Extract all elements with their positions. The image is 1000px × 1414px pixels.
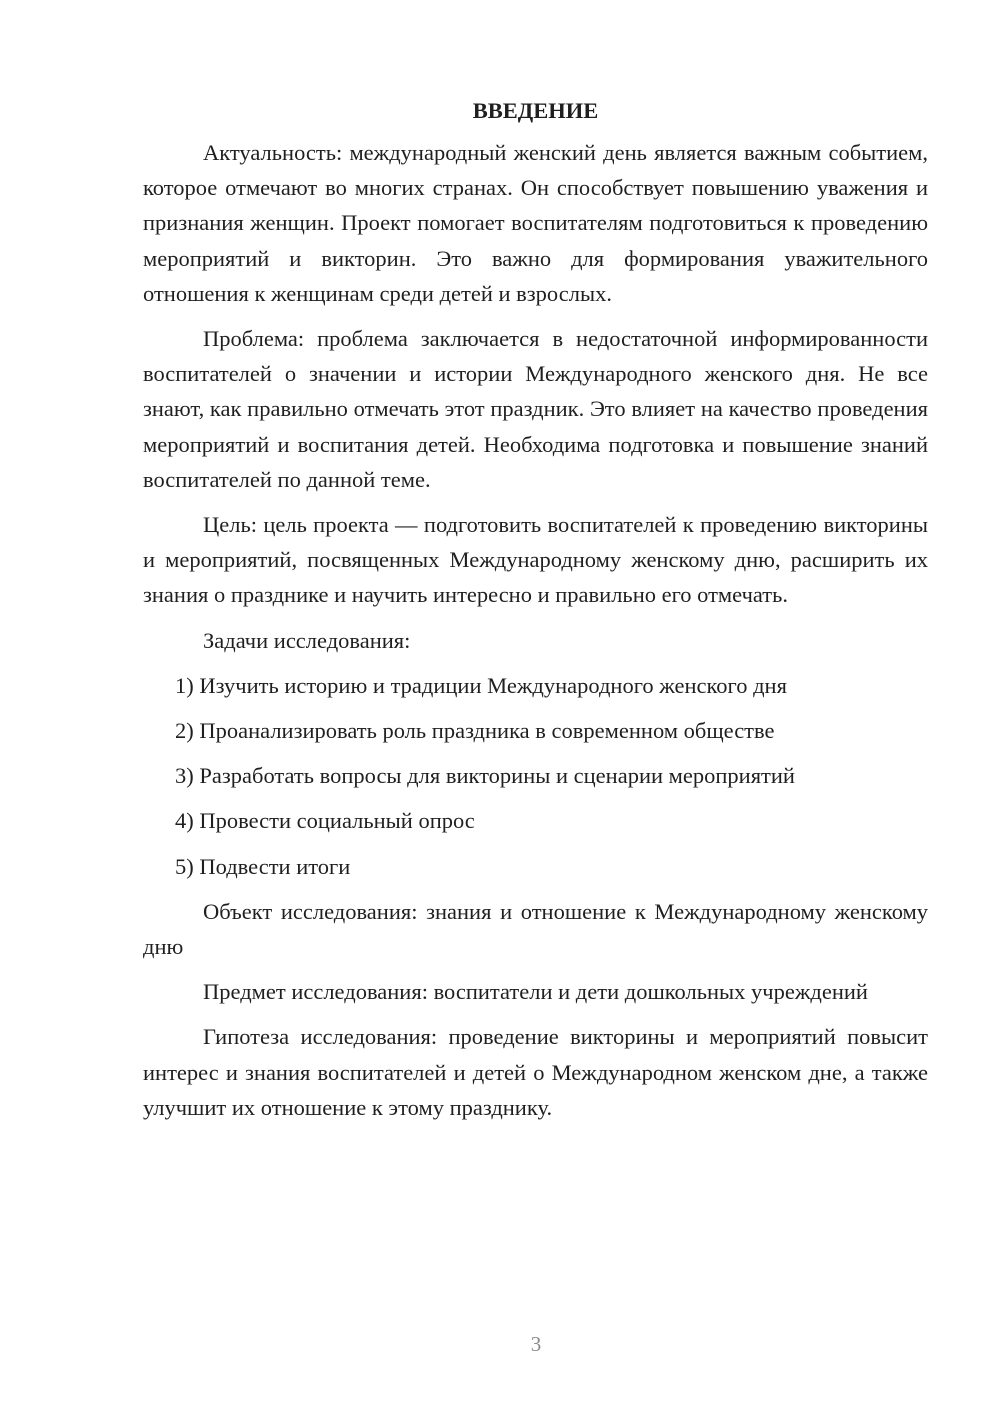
document-body (143, 96, 928, 1135)
tasks-list (143, 668, 928, 884)
relevance-paragraph: Актуальность: международный женский день является важным событием, которое отмечают во многих странах. Он способствует повышению уважения и признания женщин. Проект помогает воспитателям подготовиться к проведению мероприятий и викторин. Это важно для формирования уважительного отношения к женщинам среди детей и взрослых. (143, 140, 928, 306)
problem-paragraph: Проблема: проблема заключается в недостаточной информированности воспитателей о значении и истории Международного женского дня. Не все знают, как правильно отмечать этот праздник. Это влияет на качество проведения мероприятий и воспитания детей. Необходима подготовка и повышение знаний воспитателей по данной теме. (143, 326, 928, 492)
page-number: 3 (530, 1332, 542, 1356)
hypothesis-paragraph: Гипотеза исследования: проведение викторины и мероприятий повысит интерес и знания воспитателей и детей о Международном женском дне, а также улучшит их отношение к этому празднику. (143, 1024, 928, 1120)
list-item: 1) Изучить историю и традиции Международного женского дня (175, 672, 787, 698)
page-title: ВВЕДЕНИЕ (472, 98, 599, 123)
object-paragraph: Объект исследования: знания и отношение к Международному женскому дню (143, 898, 928, 960)
subject-paragraph: Предмет исследования: воспитатели и дети дошкольных учреждений (203, 979, 868, 1005)
tasks-title: Задачи исследования: (203, 627, 411, 653)
list-item: 3) Разработать вопросы для викторины и сценарии мероприятий (175, 763, 795, 789)
list-item: 2) Проанализировать роль праздника в современном обществе (175, 718, 775, 744)
goal-paragraph: Цель: цель проекта — подготовить воспитателей к проведению викторины и мероприятий, посвященных Международному женскому дню, расширить их знания о празднике и научить интересно и правильно его отмечать. (143, 512, 928, 608)
list-item: 4) Провести социальный опрос (175, 808, 475, 834)
list-item: 5) Подвести итоги (175, 853, 351, 879)
